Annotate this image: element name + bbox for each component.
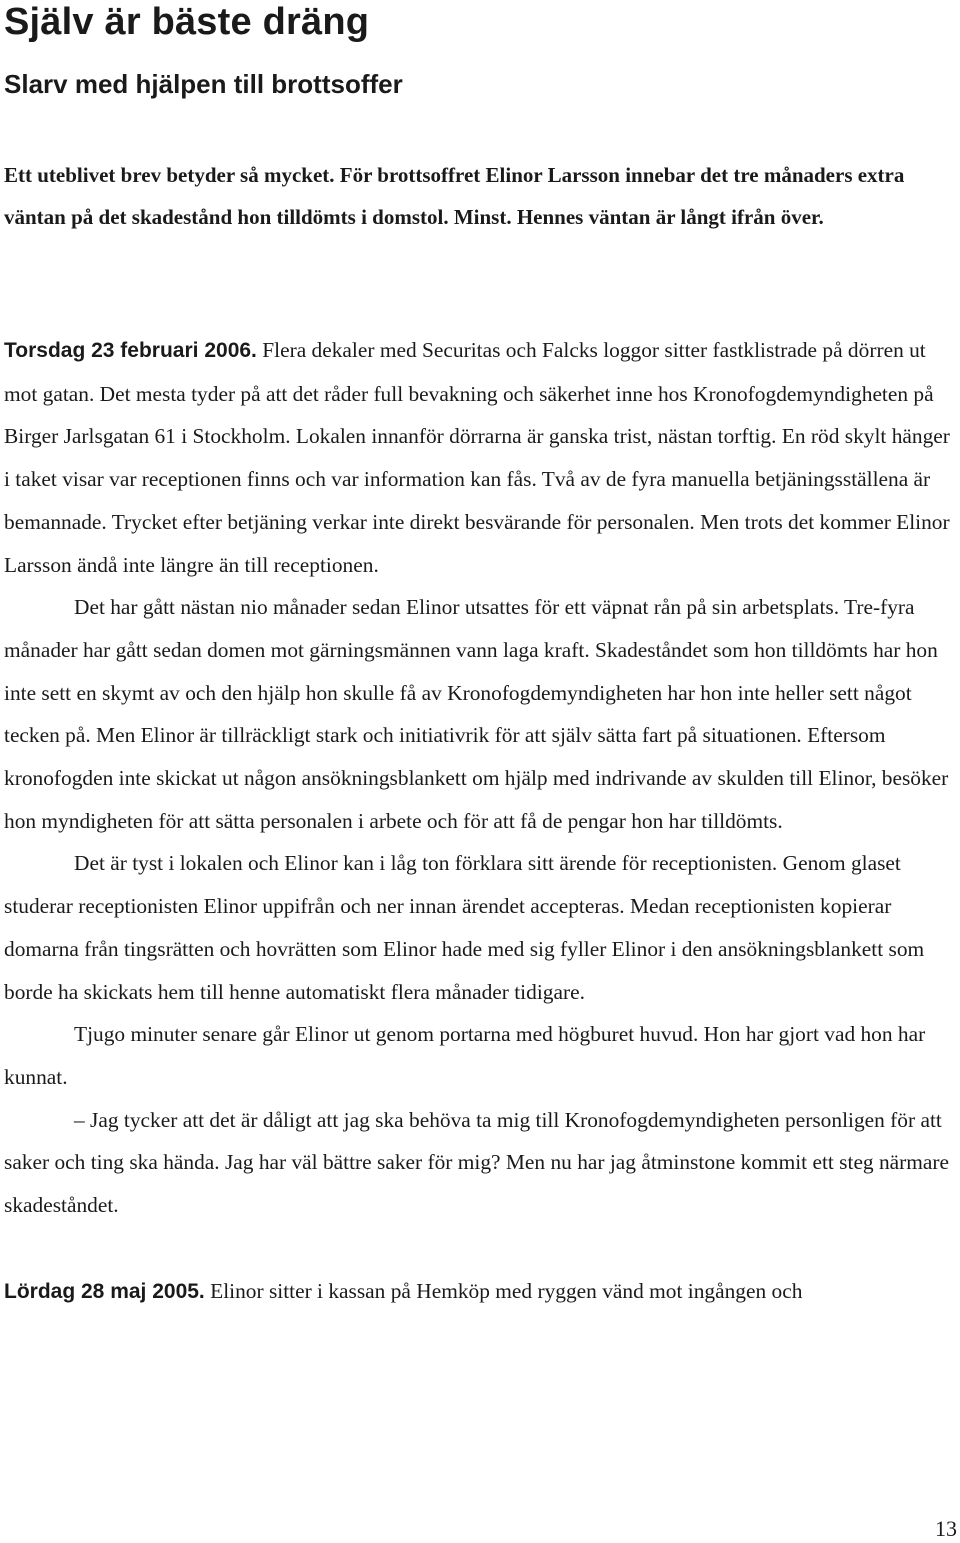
body-paragraph: Tjugo minuter senare går Elinor ut genom portarna med högburet huvud. Hon har gjort vad hon har kunnat. <box>4 1022 926 1089</box>
article-body <box>4 329 960 1313</box>
body-paragraph: – Jag tycker att det är dåligt att jag ska behöva ta mig till Kronofogdemyndigheten personligen för att saker och ting ska hända. Jag har väl bättre saker för mig? Men nu har jag åtminstone kommit ett steg närmare skadeståndet. <box>4 1107 950 1218</box>
section-gap <box>4 1227 960 1270</box>
article-title: Själv är bäste dräng <box>4 1 370 43</box>
body-paragraph: Det har gått nästan nio månader sedan Elinor utsattes för ett väpnat rån på sin arbetsplats. Tre-fyra månader har gått sedan domen mot gärningsmännen vann laga kraft. Skadeståndet som hon tilldömts har hon inte sett en skymt av och den hjälp hon skulle få av Kronofogdemyndigheten har hon inte heller sett något tecken på. Men Elinor är tillräckligt stark och initiativrik för att själv sätta fart på situationen. Eftersom kronofogden inte skickat ut någon ansökningsblankett om hjälp med indrivande av skulden till Elinor, besöker hon myndigheten för att sätta personalen i arbete och för att få de pengar hon har tilldömts. <box>4 595 949 833</box>
dateline: Torsdag 23 februari 2006. <box>4 339 257 362</box>
page-number: 13 <box>935 1516 957 1541</box>
body-paragraph <box>4 1270 960 1314</box>
paragraph-text: Elinor sitter i kassan på Hemköp med ryggen vänd mot ingången och <box>210 1278 803 1303</box>
paragraph-text: Flera dekaler med Securitas och Falcks loggor sitter fastklistrade på dörren ut mot gatan. Det mesta tyder på att det råder full bevakning och säkerhet inne hos Kronofogdemyndigheten på Birger Jarlsgatan 61 i Stockholm. Lokalen innanför dörrarna är ganska trist, nästan torftig. En röd skylt hänger i taket visar var receptionen finns och var information kan fås. Två av de fyra manuella betjäningsställena är bemannade. Trycket efter betjäning verkar inte direkt besvärande för personalen. Men trots det kommer Elinor Larsson ändå inte längre än till receptionen. <box>4 338 950 577</box>
article-lead: Ett uteblivet brev betyder så mycket. För brottsoffret Elinor Larsson innebar det tre månaders extra väntan på det skadestånd hon tilldömts i domstol. Minst. Hennes väntan är långt ifrån över. <box>4 163 905 229</box>
body-paragraph <box>4 329 960 586</box>
article-subtitle: Slarv med hjälpen till brottsoffer <box>4 69 403 99</box>
body-paragraph: Det är tyst i lokalen och Elinor kan i låg ton förklara sitt ärende för receptionisten. Genom glaset studerar receptionisten Elinor uppifrån och ner innan ärendet accepteras. Medan receptionisten kopierar domarna från tingsrätten och hovrätten som Elinor hade med sig fyller Elinor i den ansökningsblankett som borde ha skickats hem till henne automatiskt flera månader tidigare. <box>4 851 925 1004</box>
dateline: Lördag 28 maj 2005. <box>4 1279 205 1303</box>
